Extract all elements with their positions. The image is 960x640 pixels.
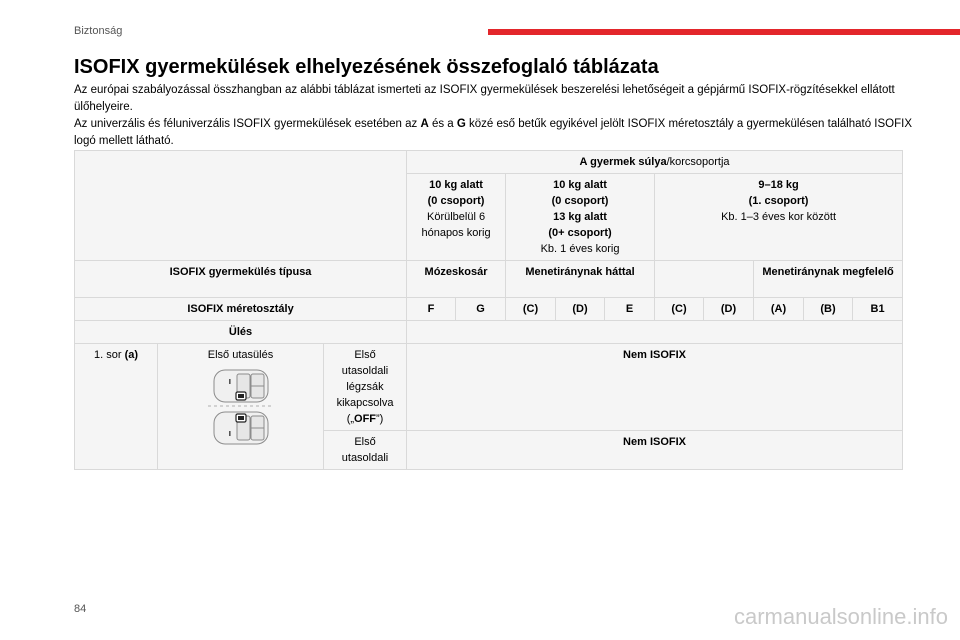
table-row-front-airbag-off — [75, 344, 903, 431]
size-class-cell: B1 — [853, 298, 903, 321]
page-number: 84 — [74, 603, 87, 615]
size-class-cell: E — [605, 298, 655, 321]
type-carrycot: Mózeskosár — [407, 261, 506, 298]
intro-paragraph-1: Az európai szabályozással összhangban az alábbi táblázat ismerteti az ISOFIX gyermekülések beszerelési lehetőségeit a gépjármű ISOFIX-rögzítésekkel ellátott ülőhelyeire. — [74, 84, 895, 113]
seat-name: Első utasülés — [207, 349, 274, 361]
weight-header: A gyermek súlya/korcsoportja — [407, 151, 903, 174]
size-class-cell: (D) — [704, 298, 754, 321]
size-class-cell: (D) — [556, 298, 605, 321]
table-row-types — [75, 261, 903, 298]
watermark: carmanualsonline.info — [733, 604, 948, 629]
page-title: ISOFIX gyermekülések elhelyezésének összefoglaló táblázata — [74, 56, 659, 78]
condition-front-passenger: Első utasoldali — [324, 431, 407, 470]
section-label: Biztonság — [74, 25, 123, 37]
intro-paragraph-2: Az univerzális és féluniverzális ISOFIX gyermekülések esetében az A és a G közé eső betűk egyikével jelölt ISOFIX méretosztály a gyermekülésen található ISOFIX logó mellett látható. — [74, 118, 912, 147]
car-seat-diagram-icon — [206, 367, 276, 447]
isofix-table — [74, 150, 903, 470]
result-front-passenger: Nem ISOFIX — [407, 431, 903, 470]
size-class-cell: (A) — [754, 298, 804, 321]
result-airbag-off: Nem ISOFIX — [407, 344, 903, 431]
header-accent-bar — [488, 29, 960, 35]
group-0-cell: 10 kg alatt (0 csoport) Körülbelül 6 hónapos korig — [407, 174, 506, 261]
table-row-seat-header — [75, 321, 903, 344]
table-corner-cell — [75, 151, 407, 261]
size-class-cell: (C) — [655, 298, 704, 321]
seat-label: Ülés — [75, 321, 407, 344]
table-row-sizes — [75, 298, 903, 321]
condition-airbag-off: Első utasoldali légzsák kikapcsolva („OFF”) — [324, 344, 407, 431]
row-label-cell: 1. sor (a) — [75, 344, 158, 470]
size-label: ISOFIX méretosztály — [75, 298, 407, 321]
type-empty-cell — [655, 261, 754, 298]
size-class-cell: G — [456, 298, 506, 321]
group-1-cell: 9–18 kg (1. csoport) Kb. 1–3 éves kor között — [655, 174, 903, 261]
table-row-weight-header — [75, 151, 903, 174]
type-forward-facing: Menetiránynak megfelelő — [754, 261, 903, 298]
seat-name-cell — [158, 344, 324, 470]
seat-header-empty — [407, 321, 903, 344]
group-0plus-cell: 10 kg alatt (0 csoport) 13 kg alatt (0+ csoport) Kb. 1 éves korig — [506, 174, 655, 261]
size-class-cell: (B) — [804, 298, 853, 321]
type-rear-facing: Menetiránynak háttal — [506, 261, 655, 298]
size-class-cell: F — [407, 298, 456, 321]
type-label: ISOFIX gyermekülés típusa — [75, 261, 407, 298]
intro-text — [74, 82, 914, 150]
size-class-cell: (C) — [506, 298, 556, 321]
